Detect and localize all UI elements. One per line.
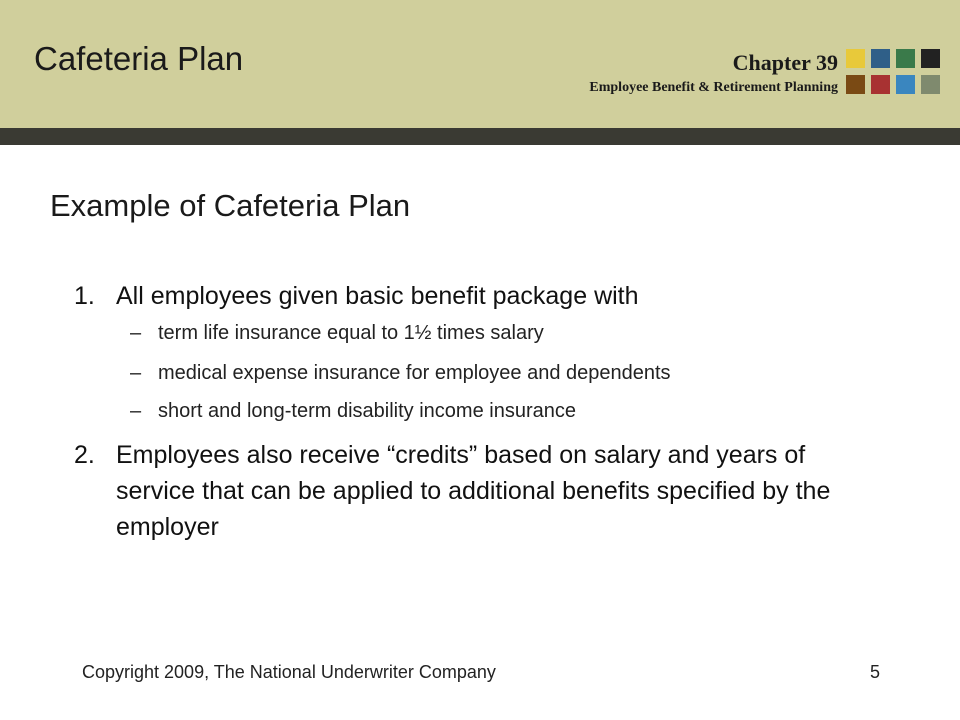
book-subtitle: Employee Benefit & Retirement Planning: [589, 80, 838, 95]
color-swatch: [896, 75, 915, 94]
color-swatch: [846, 49, 865, 68]
copyright-notice: Copyright 2009, The National Underwriter Company: [82, 662, 496, 682]
color-swatch: [921, 49, 940, 68]
sub-list-text: short and long-term disability income insurance: [158, 400, 576, 422]
sub-list-text: term life insurance equal to 1½ times salary: [158, 322, 544, 344]
list-item-number: 1.: [74, 282, 95, 310]
deck-title: Cafeteria Plan: [34, 40, 244, 77]
color-swatch: [871, 49, 890, 68]
header-band: [0, 0, 960, 128]
list-item-text: Employees also receive “credits” based on salary and years of service that can be applied to additional benefits specified by the employer: [116, 441, 831, 541]
list-item-number: 2.: [74, 441, 95, 469]
sub-list-dash: –: [130, 400, 142, 422]
chapter-label: Chapter 39: [732, 50, 838, 75]
slide-title: Example of Cafeteria Plan: [50, 188, 411, 223]
color-swatch-grid: [846, 49, 942, 95]
sub-list-dash: –: [130, 362, 142, 384]
sub-list-dash: –: [130, 322, 142, 344]
color-swatch: [871, 75, 890, 94]
list-item-text: All employees given basic benefit package with: [116, 282, 639, 310]
color-swatch: [846, 75, 865, 94]
color-swatch: [896, 49, 915, 68]
color-swatch: [921, 75, 940, 94]
page-number: 5: [870, 662, 881, 682]
header-divider-bar: [0, 128, 960, 145]
sub-list-text: medical expense insurance for employee and dependents: [158, 362, 671, 384]
